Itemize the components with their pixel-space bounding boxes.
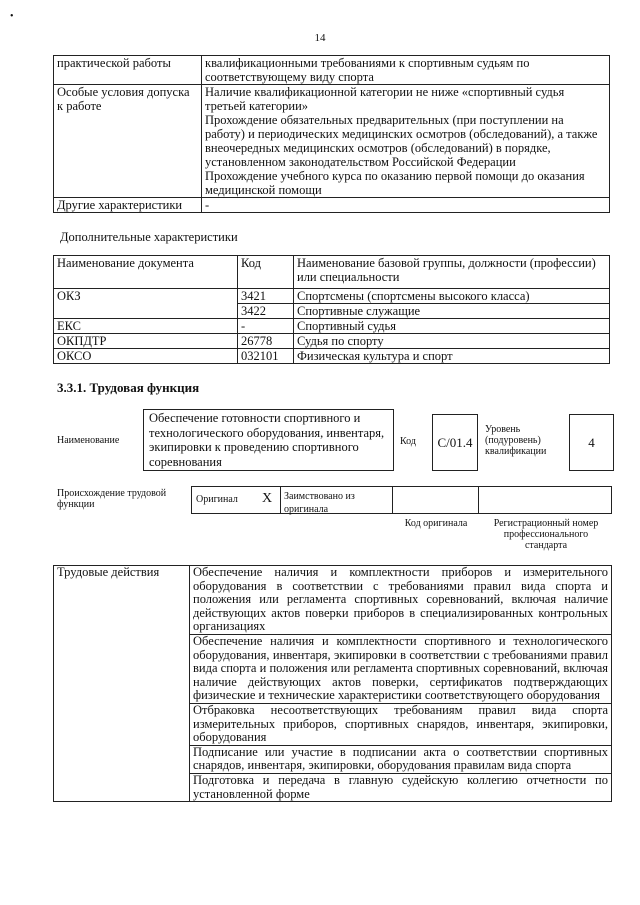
page-number: 14 <box>314 32 326 44</box>
table-cell: ОКСО <box>54 349 238 364</box>
table-cell: 3422 <box>238 304 294 319</box>
table-row <box>54 198 610 213</box>
table-cell: 26778 <box>238 334 294 349</box>
origin-row <box>191 486 612 514</box>
borrowed-label: Заимствовано из оригинала <box>284 491 355 515</box>
origin-borrowed-cell <box>280 486 393 514</box>
row-value: квалификационными требованиями к спортивным судьям по соответствующему виду спорта <box>202 56 610 85</box>
row-label: практической работы <box>54 56 202 85</box>
origin-reg-cell <box>478 486 612 514</box>
labor-actions-table <box>53 565 612 802</box>
table-row <box>54 334 610 349</box>
level-label: Уровень (подуровень) квалификации <box>485 424 547 457</box>
condition-line: Наличие квалификационной категории не ниже «спортивный судья третьей категории» <box>205 85 565 113</box>
reg-number-caption: Регистрационный номер профессионального стандарта <box>493 518 599 551</box>
additional-table <box>53 255 610 364</box>
labor-action-item: Подписание или участие в подписании акта о соответствии спортивных снарядов, инвентаря, экипировки, оборудования правилам вида спорта <box>190 745 612 773</box>
table-cell: 032101 <box>238 349 294 364</box>
table-row <box>54 319 610 334</box>
labor-action-item: Обеспечение наличия и комплектности приборов и измерительного оборудования в соответствии с требованиями правил вида спорта и положения или регламента спортивных соревнований, включая наличие действующих актов поверки приборов в специализированных контрольных организациях <box>190 566 612 635</box>
origin-label: Происхождение трудовой функции <box>57 488 167 510</box>
table-cell: - <box>238 319 294 334</box>
row-label: Другие характеристики <box>54 198 202 213</box>
table-row <box>54 566 612 635</box>
labor-action-item: Обеспечение наличия и комплектности спортивного и технологического оборудования, инвентаря, экипировки в соответствии с требованиями правил вида спорта и положения или регламента спортивных соревнований, включая наличие действующих актов поверки, сертификатов подтверждающих физические и технические характеристики соответствующего оборудования <box>190 634 612 703</box>
labor-action-item: Отбраковка несоответствующих требованиям правил вида спорта измерительных приборов, спортивных снарядов, инвентаря, экипировки, оборудования <box>190 703 612 745</box>
row-value: - <box>202 198 610 213</box>
table-cell: 3421 <box>238 289 294 304</box>
table-cell: Спортивные служащие <box>294 304 610 319</box>
table-row <box>54 56 610 85</box>
original-mark: X <box>262 491 273 506</box>
labor-action-item: Подготовка и передача в главную судейскую коллегию отчетности по установленной форме <box>190 773 612 801</box>
table-row <box>54 349 610 364</box>
code-label: Код <box>400 436 416 447</box>
function-code: C/01.4 <box>432 414 478 471</box>
condition-line: Прохождение учебного курса по оказанию первой помощи до оказания медицинской помощи <box>205 169 585 197</box>
table-row <box>54 85 610 198</box>
origin-code-cell <box>392 486 479 514</box>
row-value <box>202 85 610 198</box>
labor-actions-label: Трудовые действия <box>54 566 190 802</box>
column-header: Код <box>238 256 294 289</box>
table-cell: Судья по спорту <box>294 334 610 349</box>
function-name: Обеспечение готовности спортивного и технологического оборудования, инвентаря, экипировки к проведению спортивного соревнования <box>143 409 394 471</box>
section-title: 3.3.1. Трудовая функция <box>57 380 200 395</box>
condition-line: Прохождение обязательных предварительных (при поступлении на работу) и периодических медицинских осмотров (обследований), а также внеочередных медицинских осмотров (обследований) в порядке, установленном законодательством Российской Федерации <box>205 113 598 169</box>
table-header-row <box>54 256 610 289</box>
level-value: 4 <box>569 414 614 471</box>
table-cell: ОКПДТР <box>54 334 238 349</box>
origin-code-caption: Код оригинала <box>404 518 468 529</box>
table-cell: Спортсмены (спортсмены высокого класса) <box>294 289 610 304</box>
qualification-table <box>53 55 610 213</box>
row-label: Особые условия допуска к работе <box>54 85 202 198</box>
scan-mark: • <box>10 11 14 22</box>
table-row <box>54 289 610 304</box>
table-cell: Спортивный судья <box>294 319 610 334</box>
column-header: Наименование базовой группы, должности (профессии) или специальности <box>294 256 610 289</box>
additional-title: Дополнительные характеристики <box>60 230 238 244</box>
table-cell: ЕКС <box>54 319 238 334</box>
column-header: Наименование документа <box>54 256 238 289</box>
original-label: Оригинал <box>196 494 238 505</box>
table-cell: ОКЗ <box>54 289 238 319</box>
name-label: Наименование <box>57 435 120 446</box>
table-cell: Физическая культура и спорт <box>294 349 610 364</box>
